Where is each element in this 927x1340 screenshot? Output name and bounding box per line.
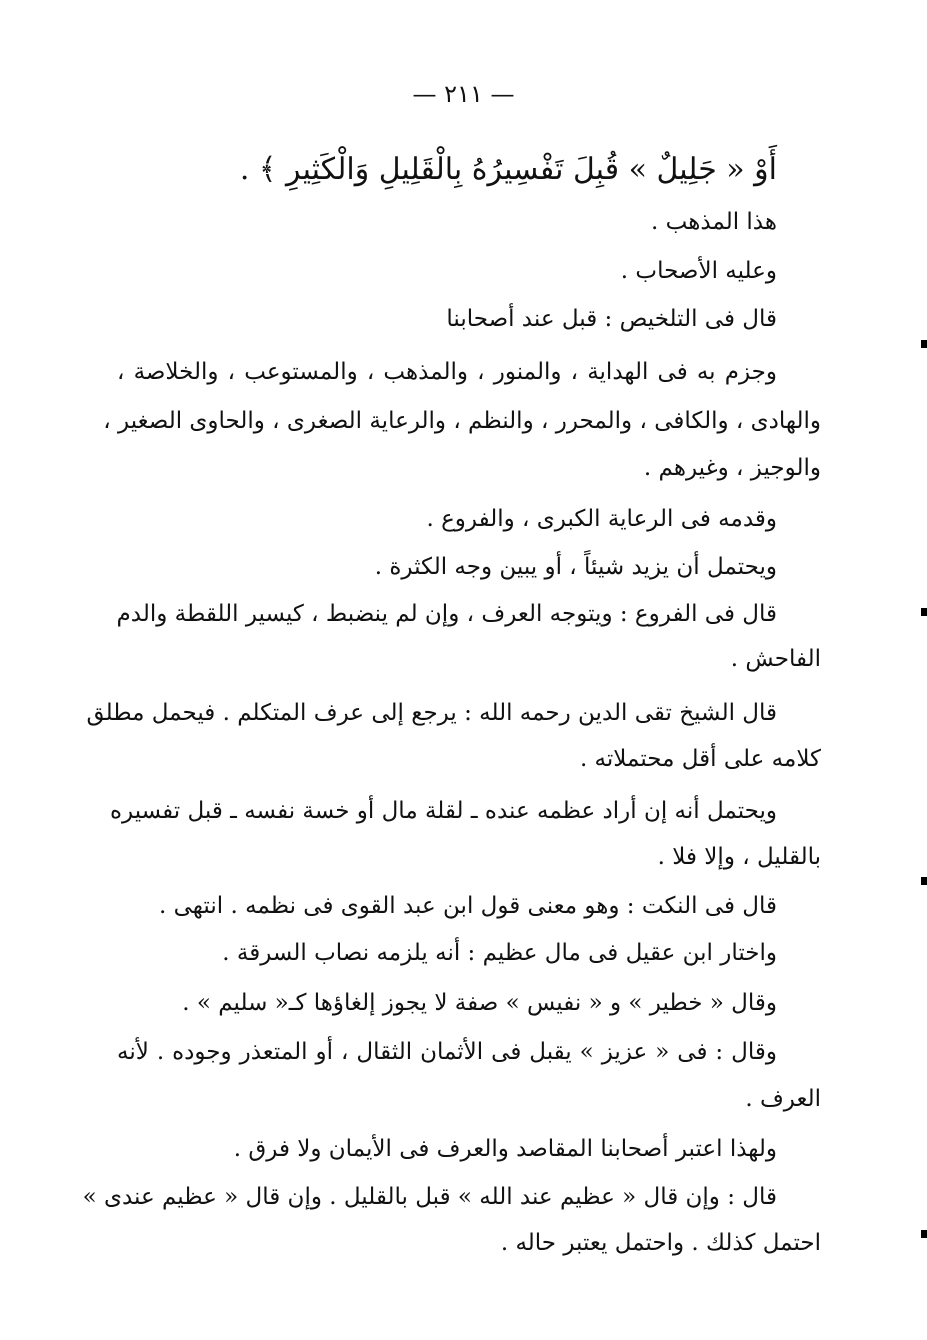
text-line: قال فى النكت : وهو معنى قول ابن عبد القوى فى نظمه . انتهى . (159, 893, 777, 919)
text-line: وعليه الأصحاب . (620, 258, 777, 284)
text-line: وقال : فى « عزيز » يقبل فى الأثمان الثقال ، أو المتعذر وجوده . لأنه (117, 1039, 777, 1065)
text-line: هذا المذهب . (650, 209, 777, 235)
text-line: وقال « خطير » و « نفيس » صفة لا يجوز إلغاؤها كـ« سليم » . (182, 990, 777, 1016)
scan-edge-mark (921, 877, 927, 885)
text-line: بالقليل ، وإلا فلا . (657, 844, 821, 870)
text-line: ولهذا اعتبر أصحابنا المقاصد والعرف فى الأيمان ولا فرق . (233, 1136, 777, 1162)
scan-edge-mark (921, 340, 927, 348)
text-line: احتمل كذلك . واحتمل يعتبر حاله . (500, 1230, 821, 1256)
text-line: قال : وإن قال « عظيم عند الله » قبل بالقليل . وإن قال « عظيم عندى » (82, 1184, 777, 1210)
text-line: والوجيز ، وغيرهم . (643, 455, 821, 481)
page-number: — ٢١١ — (412, 80, 515, 108)
text-line: والهادى ، والكافى ، والمحرر ، والنظم ، والرعاية الصغرى ، والحاوى الصغير ، (103, 408, 821, 434)
text-line: واختار ابن عقيل فى مال عظيم : أنه يلزمه نصاب السرقة . (222, 940, 777, 966)
text-line: الفاحش . (730, 646, 821, 672)
text-line: قال فى الفروع : ويتوجه العرف ، وإن لم ينضبط ، كيسير اللقطة والدم (116, 601, 777, 627)
text-line: وقدمه فى الرعاية الكبرى ، والفروع . (426, 506, 777, 532)
text-line: قال الشيخ تقى الدين رحمه الله : يرجع إلى عرف المتكلم . فيحمل مطلق (86, 700, 777, 726)
text-line: وجزم به فى الهداية ، والمنور ، والمذهب ، والمستوعب ، والخلاصة ، (117, 359, 777, 385)
text-line: قال فى التلخيص : قبل عند أصحابنا (446, 306, 777, 332)
text-line: ويحتمل أن يزيد شيئاً ، أو يبين وجه الكثرة . (374, 554, 777, 580)
text-line: ويحتمل أنه إن أراد عظمه عنده ـ لقلة مال أو خسة نفسه ـ قبل تفسيره (109, 798, 777, 824)
scan-edge-mark (921, 1230, 927, 1238)
verse-line: أَوْ « جَلِيلٌ » قُبِلَ تَفْسِيرُهُ بِالْقَلِيلِ وَالْكَثِيرِ ﴾ . (239, 152, 777, 187)
text-line: كلامه على أقل محتملاته . (579, 746, 821, 772)
scan-edge-mark (921, 608, 927, 616)
text-line: العرف . (745, 1086, 821, 1112)
